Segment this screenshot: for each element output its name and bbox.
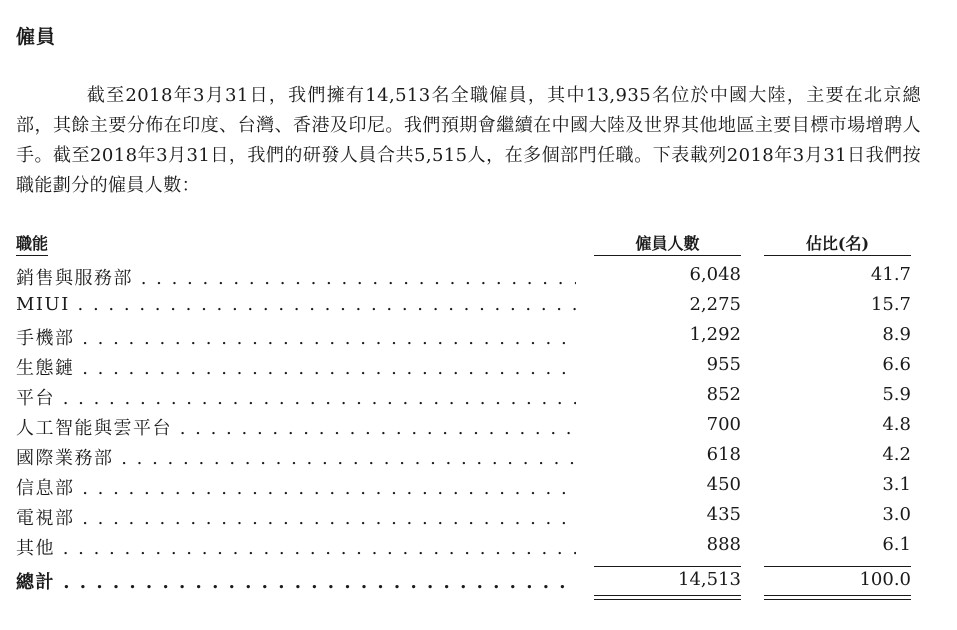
row-share: 3.0 [882,504,911,525]
row-count: 955 [706,354,741,375]
row-function: MIUI . . . [16,294,576,318]
row-count: 852 [706,384,741,405]
total-row [16,564,916,598]
header-function: 職能 [16,233,48,256]
row-share: 41.7 [870,264,911,285]
table-header [16,233,916,260]
row-share: 4.2 [882,444,911,465]
total-label: 總計 . . . [16,568,576,592]
row-count: 618 [706,444,741,465]
row-count: 435 [706,504,741,525]
section-title: 僱員 [16,26,57,48]
body-paragraph [16,81,921,201]
row-function: 平台 . . . [16,384,576,408]
row-share: 4.8 [882,414,911,435]
table-row [16,440,916,470]
table-row [16,320,916,350]
row-count: 2,275 [689,294,741,315]
table-row [16,260,916,290]
table-row [16,470,916,500]
double-underline-share [764,595,911,600]
row-count: 888 [706,534,741,555]
row-share: 5.9 [882,384,911,405]
row-function: 信息部 . . . [16,474,576,498]
row-function: 國際業務部 . . . [16,444,576,468]
row-share: 6.1 [882,534,911,555]
row-count: 1,292 [689,324,741,345]
header-share: 佔比(名) [764,233,911,256]
row-count: 700 [706,414,741,435]
row-share: 3.1 [882,474,911,495]
row-function: 生態鏈 . . . [16,354,576,378]
table-row [16,350,916,380]
row-function: 電視部 . . . [16,504,576,528]
row-count: 6,048 [689,264,741,285]
paragraph-text: 截至2018年3月31日，我們擁有14,513名全職僱員，其中13,935名位於中國大陸，主要在北京總部，其餘主要分佈在印度、台灣、香港及印尼。我們預期會繼續在中國大陸及世界其他地區主要目標市場增聘人手。截至2018年3月31日，我們的研發人員合共5,515人，在多個部門任職。下表載列2018年3月31日我們按職能劃分的僱員人數： [16,85,921,196]
row-share: 8.9 [882,324,911,345]
total-count: 14,513 [594,566,741,590]
total-share: 100.0 [764,566,911,590]
table-row [16,410,916,440]
employee-table [16,233,916,598]
row-count: 450 [706,474,741,495]
header-count: 僱員人數 [594,233,741,256]
table-row [16,500,916,530]
table-row [16,530,916,560]
table-row [16,290,916,320]
table-row [16,380,916,410]
row-function: 人工智能與雲平台 . . . [16,414,576,438]
row-function: 手機部 . . . [16,324,576,348]
row-share: 6.6 [882,354,911,375]
double-underline-count [594,595,741,600]
row-share: 15.7 [870,294,911,315]
row-function: 銷售與服務部 . . . [16,264,576,288]
row-function: 其他 . . . [16,534,576,558]
